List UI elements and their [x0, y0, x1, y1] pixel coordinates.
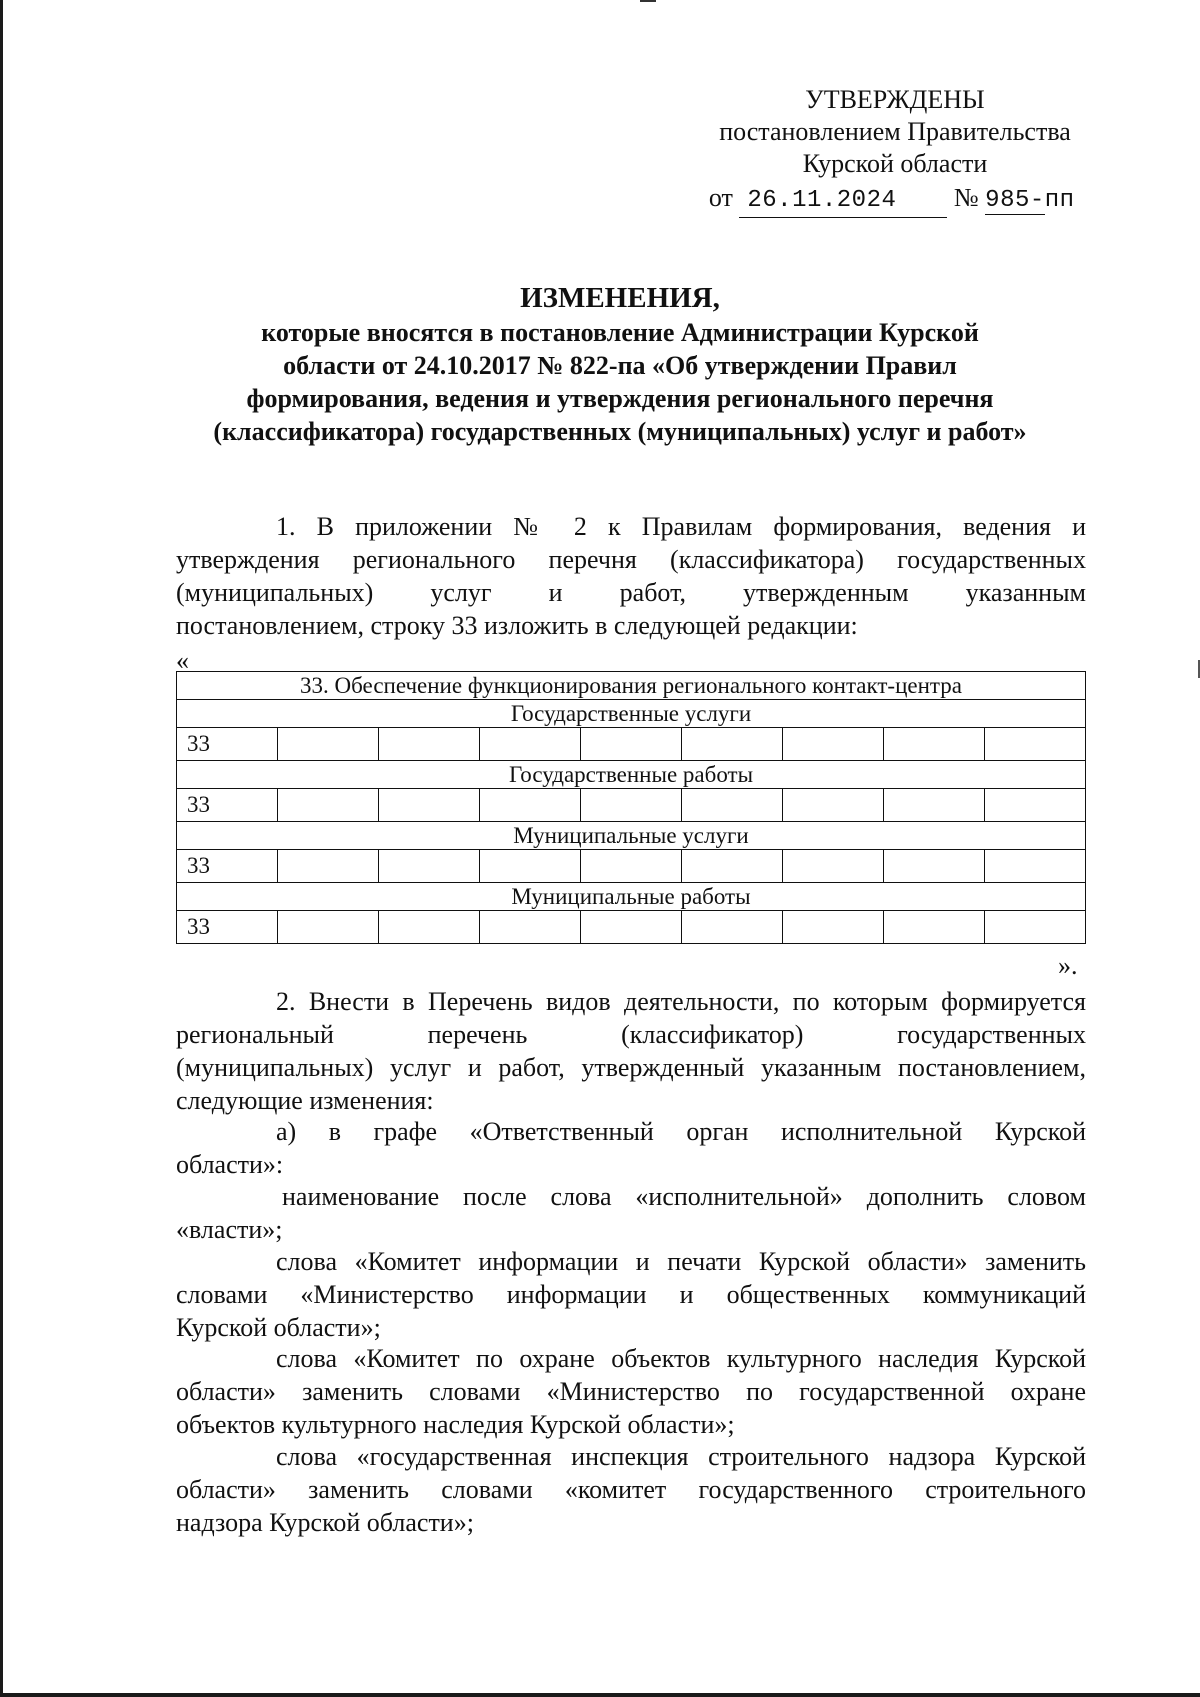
- quote-open: «: [176, 646, 189, 675]
- paragraph-2: [176, 985, 1086, 1117]
- scan-edge-left: [0, 0, 3, 1697]
- table-cell: [480, 789, 581, 822]
- table-section-row: [177, 700, 1086, 728]
- table-section-row: [177, 883, 1086, 911]
- table-cell: [480, 911, 581, 944]
- paragraph-line: Курской области»;: [176, 1313, 381, 1342]
- approval-date: 26.11.2024: [739, 185, 947, 218]
- paragraph-line: области»:: [176, 1150, 284, 1179]
- scan-mark-top: [640, 0, 656, 2]
- paragraph-1: [176, 510, 1086, 642]
- document-title: [150, 280, 1090, 448]
- table-cell: [783, 728, 884, 761]
- paragraph-line: региональный перечень (классификатор) государственных: [176, 1020, 1086, 1049]
- paragraph-line: (муниципальных) услуг и работ, утвержденным указанным: [176, 578, 1086, 607]
- table-cell: [783, 911, 884, 944]
- approval-status: УТВЕРЖДЕНЫ: [805, 85, 985, 114]
- table-section-row: [177, 822, 1086, 850]
- paragraph-line: слова «государственная инспекция строительного надзора Курской: [276, 1442, 1086, 1471]
- title-line: которые вносятся в постановление Администрации Курской: [261, 318, 979, 347]
- table-cell: [278, 789, 379, 822]
- paragraph-line: словами «Министерство информации и общественных коммуникаций: [176, 1280, 1086, 1309]
- table-header-cell: 33. Обеспечение функционирования регионального контакт-центра: [177, 672, 1086, 700]
- table-cell: [278, 911, 379, 944]
- table-cell: [480, 850, 581, 883]
- table-row-number: 33: [177, 850, 278, 883]
- table-cell: [379, 789, 480, 822]
- title-line: области от 24.10.2017 № 822-па «Об утверждении Правил: [283, 351, 957, 380]
- table-section-row: [177, 761, 1086, 789]
- item-a: [176, 1115, 1086, 1181]
- table-section-label: Государственные услуги: [177, 700, 1086, 728]
- table-cell: [480, 728, 581, 761]
- table-cell: [783, 789, 884, 822]
- table-cell: [682, 728, 783, 761]
- table-cell: [783, 850, 884, 883]
- quote-close: ».: [1058, 951, 1078, 980]
- change-1: [176, 1180, 1086, 1246]
- table-cell: [682, 850, 783, 883]
- title-heading: ИЗМЕНЕНИЯ,: [520, 282, 720, 314]
- table-row: [177, 728, 1086, 761]
- approval-by-line: постановлением Правительства: [719, 117, 1071, 146]
- table-row: [177, 850, 1086, 883]
- change-2: [176, 1245, 1086, 1344]
- table-section-label: Муниципальные услуги: [177, 822, 1086, 850]
- table-cell: [581, 850, 682, 883]
- table-cell: [581, 728, 682, 761]
- table-header-row: [177, 672, 1086, 700]
- table-cell: [581, 789, 682, 822]
- table-row: [177, 789, 1086, 822]
- title-line: формирования, ведения и утверждения регионального перечня: [246, 384, 994, 413]
- table-cell: [379, 728, 480, 761]
- table-cell: [379, 850, 480, 883]
- change-4: [176, 1440, 1086, 1539]
- paragraph-line: следующие изменения:: [176, 1086, 434, 1115]
- table-cell: [985, 850, 1086, 883]
- table-cell: [985, 728, 1086, 761]
- paragraph-line: постановлением, строку 33 изложить в следующей редакции:: [176, 611, 858, 640]
- paragraph-line: слова «Комитет по охране объектов культурного наследия Курской: [276, 1344, 1086, 1373]
- table-cell: [682, 789, 783, 822]
- paragraph-line: слова «Комитет информации и печати Курской области» заменить: [276, 1247, 1086, 1276]
- paragraph-line: надзора Курской области»;: [176, 1508, 474, 1537]
- paragraph-line: «власти»;: [176, 1215, 283, 1244]
- approval-number-prefix: №: [953, 183, 979, 212]
- paragraph-line: наименование после слова «исполнительной» дополнить словом: [282, 1182, 1086, 1211]
- table-cell: [985, 911, 1086, 944]
- approval-date-prefix: от: [708, 183, 733, 212]
- table-cell: [581, 911, 682, 944]
- approval-number: 985-: [985, 187, 1045, 214]
- table-cell: [278, 850, 379, 883]
- table-section-label: Муниципальные работы: [177, 883, 1086, 911]
- approval-region-line: Курской области: [802, 149, 988, 178]
- table-cell: [884, 850, 985, 883]
- table-row: [177, 911, 1086, 944]
- paragraph-line: утверждения регионального перечня (классификатора) государственных: [176, 545, 1086, 574]
- approval-date-line: [660, 182, 1130, 218]
- table-row-number: 33: [177, 911, 278, 944]
- change-3: [176, 1342, 1086, 1441]
- table-row-number: 33: [177, 728, 278, 761]
- registry-table: [176, 671, 1086, 944]
- table-cell: [278, 728, 379, 761]
- approval-number-suffix: пп: [1044, 187, 1075, 214]
- table-row-number: 33: [177, 789, 278, 822]
- scan-edge-bottom: [0, 1693, 1200, 1697]
- table-cell: [884, 728, 985, 761]
- paragraph-line: объектов культурного наследия Курской области»;: [176, 1410, 735, 1439]
- paragraph-line: а) в графе «Ответственный орган исполнительной Курской: [276, 1117, 1086, 1146]
- paragraph-line: 2. Внести в Перечень видов деятельности, по которым формируется: [276, 987, 1086, 1016]
- paragraph-line: области» заменить словами «комитет государственного строительного: [176, 1475, 1086, 1504]
- approval-block: [660, 84, 1130, 218]
- table-cell: [985, 789, 1086, 822]
- table-section-label: Государственные работы: [177, 761, 1086, 789]
- paragraph-line: (муниципальных) услуг и работ, утвержденный указанным постановлением,: [176, 1053, 1086, 1082]
- title-line: (классификатора) государственных (муниципальных) услуг и работ»: [213, 417, 1027, 446]
- table-cell: [379, 911, 480, 944]
- paragraph-line: 1. В приложении № 2 к Правилам формирования, ведения и: [276, 512, 1086, 541]
- table-cell: [884, 789, 985, 822]
- paragraph-line: области» заменить словами «Министерство по государственной охране: [176, 1377, 1086, 1406]
- table-cell: [884, 911, 985, 944]
- table-cell: [682, 911, 783, 944]
